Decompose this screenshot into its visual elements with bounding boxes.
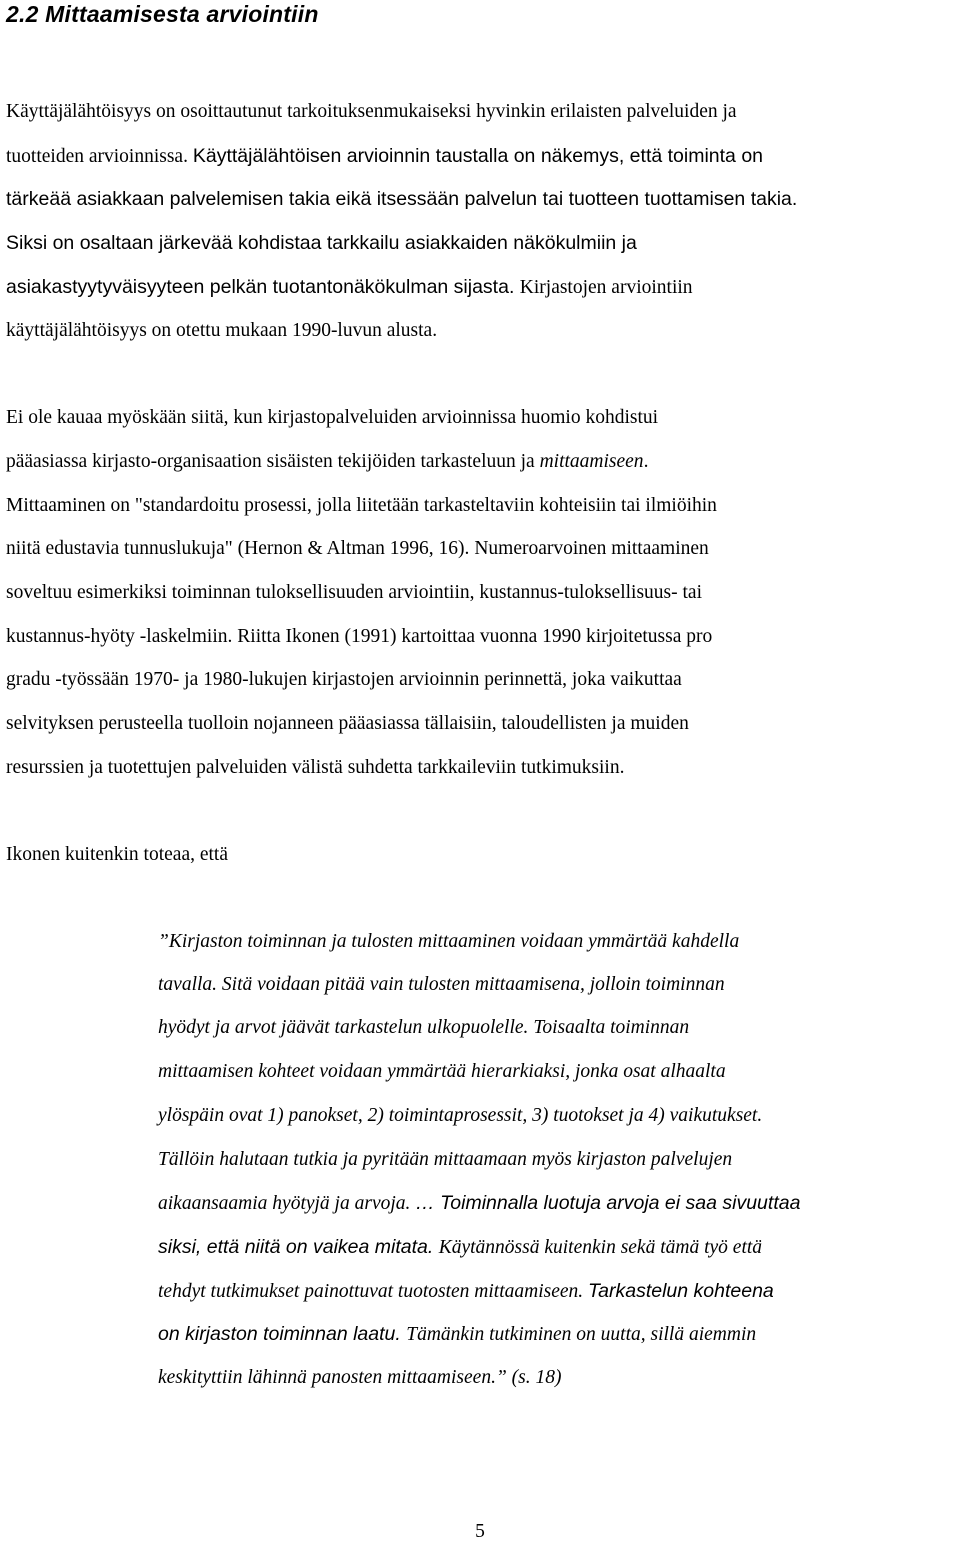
text-run: tavalla. (158, 974, 222, 995)
paragraph-2-line-2 (6, 450, 648, 474)
text-run: Tarkastelun kohteena (588, 1280, 774, 1302)
quote-line-2 (158, 973, 725, 997)
text-run: tehdyt tutkimukset painottuvat tuotosten mittaamiseen. (158, 1281, 589, 1302)
paragraph-1-line-3: tärkeää asiakkaan palvelemisen takia eikä itsessään palvelun tai tuotteen tuottamisen takia. (6, 188, 798, 210)
text-run: kustannus-hyöty -laskelmiin. (6, 626, 238, 647)
section-heading: 2.2 Mittaamisesta arviointiin (6, 1, 319, 27)
paragraph-1-line-2 (6, 144, 763, 169)
quote-line-8 (158, 1235, 762, 1260)
text-run: Riitta Ikonen (1991) kartoittaa vuonna 1990 kirjoitetussa pro (237, 626, 713, 647)
text-run: asiakastyytyväisyyteen pelkän tuotantonäkökulman sijasta. (6, 276, 520, 298)
text-run: aikaansaamia hyötyjä ja arvoja. (158, 1193, 416, 1214)
text-run: Tämänkin tutkiminen on uutta, sillä aiemmin (406, 1324, 757, 1345)
paragraph-2-line-1: Ei ole kauaa myöskään siitä, kun kirjastopalveluiden arvioinnissa huomio kohdistui (6, 407, 659, 428)
quote-line-7 (158, 1191, 800, 1216)
paragraph-2-line-8: selvityksen perusteella tuolloin nojanneen pääasiassa tällaisiin, taloudellisten ja muiden (6, 713, 689, 734)
quote-line-9 (158, 1279, 774, 1304)
paragraph-2-line-3: Mittaaminen on "standardoitu prosessi, jolla liitetään tarkasteltaviin kohteisiin tai ilmiöihin (6, 495, 717, 516)
text-run: hyödyt ja arvot jäävät tarkastelun ulkopuolelle. (158, 1017, 534, 1038)
quote-line-10 (158, 1322, 756, 1347)
paragraph-2-line-5: soveltuu esimerkiksi toiminnan tuloksellisuuden arviointiin, kustannus-tuloksellisuus- tai (6, 582, 702, 603)
paragraph-1-line-1: Käyttäjälähtöisyys on osoittautunut tarkoituksenmukaiseksi hyvinkin erilaisten palveluiden ja (6, 101, 737, 122)
paragraph-1-line-4: Siksi on osaltaan järkevää kohdistaa tarkkailu asiakkaiden näkökulmiin ja (6, 232, 637, 254)
paragraph-1-line-6: käyttäjälähtöisyys on otettu mukaan 1990-luvun alusta. (6, 320, 438, 341)
text-run: Toisaalta toiminnan (533, 1017, 690, 1038)
quote-line-1: ”Kirjaston toiminnan ja tulosten mittaaminen voidaan ymmärtää kahdella (158, 931, 740, 952)
quote-line-5: ylöspäin ovat 1) panokset, 2) toimintaprosessit, 3) tuotokset ja 4) vaikutukset. (158, 1105, 763, 1126)
paragraph-2-line-7: gradu -työssään 1970- ja 1980-lukujen kirjastojen arvioinnin perinnettä, joka vaikuttaa (6, 669, 682, 690)
page-number: 5 (475, 1521, 485, 1542)
text-run: tuotteiden arvioinnissa. (6, 146, 193, 167)
text-run: … Toiminnalla luotuja arvoja ei saa sivuuttaa (415, 1192, 801, 1214)
text-run: siksi, että niitä on vaikea mitata. (158, 1236, 439, 1258)
paragraph-2-line-4 (6, 537, 709, 561)
paragraph-2-line-9: resurssien ja tuotettujen palveluiden välistä suhdetta tarkkaileviin tutkimuksiin. (6, 757, 625, 778)
text-run: Käyttäjälähtöisen arvioinnin taustalla on näkemys, että toiminta on (192, 145, 764, 167)
text-run: Sitä voidaan pitää vain tulosten mittaamisena, jolloin toiminnan (221, 974, 725, 995)
text-run: on kirjaston toiminnan laatu. (158, 1323, 407, 1345)
text-run: Käytännössä kuitenkin sekä tämä työ että (438, 1237, 763, 1258)
quote-line-6: Tällöin halutaan tutkia ja pyritään mittaamaan myös kirjaston palvelujen (158, 1149, 733, 1170)
paragraph-1-line-5 (6, 275, 693, 300)
quote-intro: Ikonen kuitenkin toteaa, että (6, 844, 229, 865)
text-run: Kirjastojen arviointiin (519, 277, 693, 298)
text-run: pääasiassa kirjasto-organisaation sisäisten tekijöiden tarkasteluun ja (6, 451, 540, 472)
emphasized-term: mittaamiseen (539, 451, 644, 472)
text-run: . (643, 451, 649, 472)
quote-line-4: mittaamisen kohteet voidaan ymmärtää hierarkiaksi, jonka osat alhaalta (158, 1061, 726, 1082)
quote-line-11: keskityttiin lähinnä panosten mittaamiseen.” (s. 18) (158, 1367, 562, 1388)
text-run: Numeroarvoinen mittaaminen (474, 538, 709, 559)
text-run: niitä edustavia tunnuslukuja" (Hernon & Altman 1996, 16). (6, 538, 475, 559)
paragraph-2-line-6 (6, 625, 712, 649)
quote-line-3 (158, 1016, 689, 1040)
